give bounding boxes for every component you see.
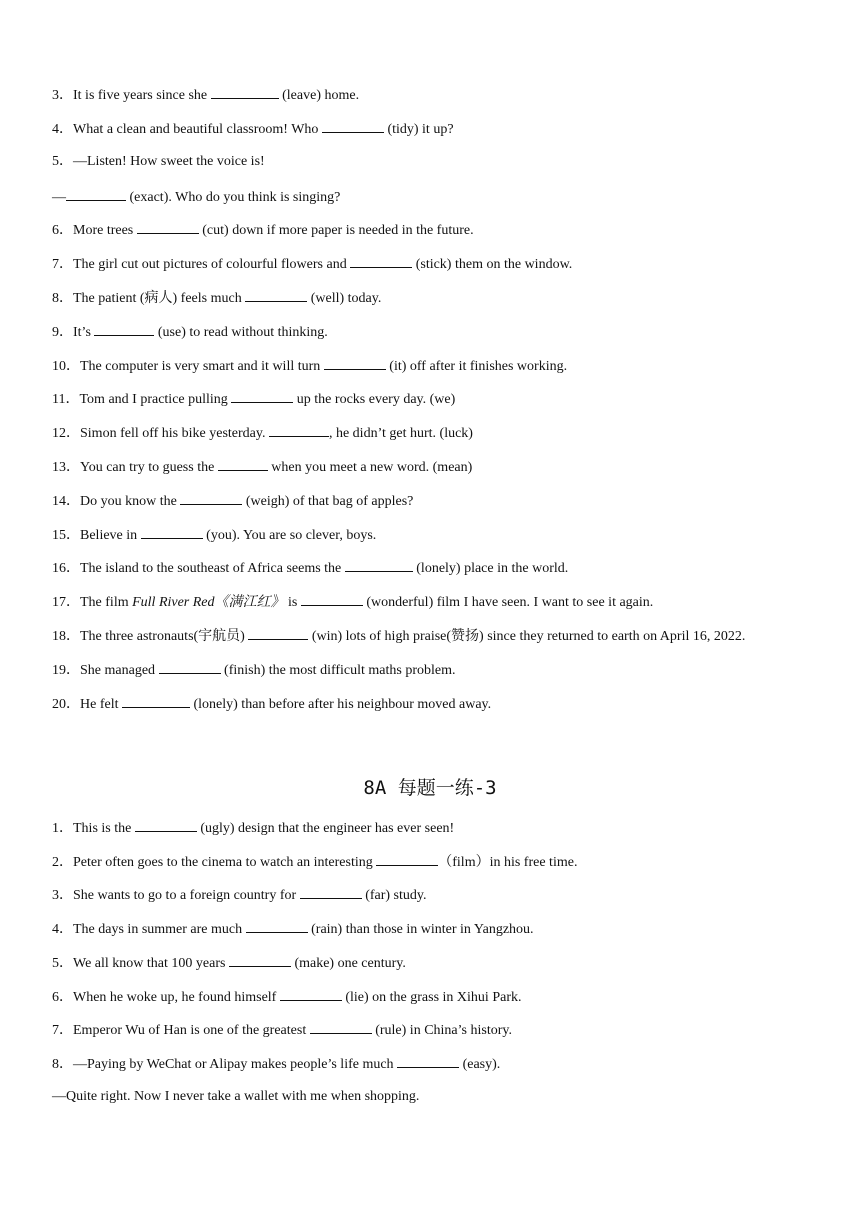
- question-text: You can try to guess the: [80, 460, 218, 475]
- question-number: 4．: [52, 122, 73, 137]
- answer-blank[interactable]: [159, 660, 221, 674]
- question-text: Emperor Wu of Han is one of the greatest: [73, 1023, 310, 1038]
- question-text: (finish) the most difficult maths problem.: [220, 663, 456, 678]
- answer-blank[interactable]: [322, 119, 384, 133]
- question-text: Simon fell off his bike yesterday.: [80, 426, 269, 441]
- question-text: (leave) home.: [278, 88, 360, 103]
- question-text: (stick) them on the window.: [412, 257, 573, 272]
- question-number: 1．: [52, 821, 73, 836]
- question-text: Peter often goes to the cinema to watch an interesting: [73, 855, 377, 870]
- answer-blank[interactable]: [269, 423, 329, 437]
- question-8: [52, 288, 381, 308]
- question-text: The island to the southeast of Africa seems the: [80, 561, 345, 576]
- answer-blank[interactable]: [135, 818, 197, 832]
- answer-blank[interactable]: [66, 187, 126, 201]
- question-text: when you meet a new word. (mean): [267, 460, 473, 475]
- question-number: 17．: [52, 595, 80, 610]
- question-text: (far) study.: [361, 888, 427, 903]
- question-number: 7．: [52, 257, 73, 272]
- question-text: It is five years since she: [73, 88, 211, 103]
- question-18: [52, 626, 745, 646]
- question-1: [52, 818, 454, 838]
- question-number: 18．: [52, 629, 80, 644]
- question-text: She wants to go to a foreign country for: [73, 888, 300, 903]
- question-text: The three astronauts(宇航员): [80, 629, 249, 644]
- question-11: [52, 389, 455, 409]
- section-title: 8A 每题一练-3: [363, 777, 497, 799]
- question-number: 9．: [52, 325, 73, 340]
- question-number: 6．: [52, 990, 73, 1005]
- question-text: This is the: [73, 821, 135, 836]
- question-4: [52, 119, 454, 139]
- question-number: 16．: [52, 561, 80, 576]
- answer-blank[interactable]: [141, 525, 203, 539]
- answer-blank[interactable]: [324, 356, 386, 370]
- question-7: [52, 1020, 512, 1040]
- question-5: [52, 153, 265, 171]
- question-text: up the rocks every day. (we): [293, 392, 456, 407]
- question-text: More trees: [73, 223, 137, 238]
- question-text: It’s: [73, 325, 95, 340]
- question-20: [52, 694, 491, 714]
- answer-blank[interactable]: [301, 592, 363, 606]
- question-9: [52, 322, 328, 342]
- question-text: He felt: [80, 697, 122, 712]
- question-number: 8．: [52, 291, 73, 306]
- question-17: [52, 592, 653, 612]
- question-text: Do you know the: [80, 494, 181, 509]
- question-text: (well) today.: [307, 291, 382, 306]
- question-text: The computer is very smart and it will turn: [80, 359, 324, 374]
- question-text: —Listen! How sweet the voice is!: [73, 154, 265, 169]
- question-text: The film: [80, 595, 133, 610]
- question-text: (tidy) it up?: [383, 122, 454, 137]
- answer-blank[interactable]: [345, 558, 413, 572]
- question-12: [52, 423, 473, 443]
- question-number: 20．: [52, 697, 80, 712]
- answer-blank[interactable]: [248, 626, 308, 640]
- question-6: [52, 220, 474, 240]
- question-number: 4．: [52, 922, 73, 937]
- question-text: (use) to read without thinking.: [154, 325, 328, 340]
- question-7: [52, 254, 572, 274]
- answer-blank[interactable]: [376, 852, 438, 866]
- question-number: 19．: [52, 663, 80, 678]
- question-text: (rule) in China’s history.: [371, 1023, 512, 1038]
- question-3: [52, 85, 359, 105]
- question-number: 15．: [52, 528, 80, 543]
- question-text: (easy).: [459, 1057, 501, 1072]
- question-3: [52, 885, 426, 905]
- question-6: [52, 987, 521, 1007]
- question-8: [52, 1054, 500, 1074]
- question-text: When he woke up, he found himself: [73, 990, 280, 1005]
- question-text: is: [284, 595, 301, 610]
- question-15: [52, 525, 376, 545]
- question-text: The girl cut out pictures of colourful flowers and: [73, 257, 351, 272]
- question-5-reply: [52, 187, 340, 207]
- question-16: [52, 558, 568, 578]
- question-text: (you). You are so clever, boys.: [202, 528, 377, 543]
- question-number: 14．: [52, 494, 80, 509]
- question-text: —Paying by WeChat or Alipay makes people’s life much: [73, 1057, 398, 1072]
- answer-blank[interactable]: [280, 987, 342, 1001]
- question-number: 13．: [52, 460, 80, 475]
- answer-blank[interactable]: [300, 885, 362, 899]
- answer-blank[interactable]: [180, 491, 242, 505]
- question-number: 5．: [52, 956, 73, 971]
- answer-blank[interactable]: [397, 1054, 459, 1068]
- answer-blank[interactable]: [350, 254, 412, 268]
- question-text: (exact). Who do you think is singing?: [126, 190, 341, 205]
- question-number: 10．: [52, 359, 80, 374]
- question-14: [52, 491, 413, 511]
- question-text: She managed: [80, 663, 159, 678]
- answer-blank[interactable]: [122, 694, 190, 708]
- question-13: [52, 457, 472, 477]
- question-number: 6．: [52, 223, 73, 238]
- question-text: We all know that 100 years: [73, 956, 229, 971]
- question-text: (win) lots of high praise(赞扬) since they returned to earth on April 16, 2022.: [308, 629, 746, 644]
- answer-blank[interactable]: [310, 1020, 372, 1034]
- question-number: 2．: [52, 855, 73, 870]
- question-number: 11．: [52, 392, 80, 407]
- question-2: [52, 852, 577, 872]
- answer-blank[interactable]: [94, 322, 154, 336]
- question-number: 8．: [52, 1057, 73, 1072]
- question-text: , he didn’t get hurt. (luck): [328, 426, 473, 441]
- answer-blank[interactable]: [245, 288, 307, 302]
- question-4: [52, 919, 534, 939]
- question-text: —: [52, 190, 66, 205]
- question-text: （film）in his free time.: [438, 855, 578, 870]
- question-text: (weigh) of that bag of apples?: [242, 494, 414, 509]
- question-text: The days in summer are much: [73, 922, 246, 937]
- question-text: What a clean and beautiful classroom! Who: [73, 122, 322, 137]
- question-text: (rain) than those in winter in Yangzhou.: [307, 922, 534, 937]
- question-number: 12．: [52, 426, 80, 441]
- question-text: (lonely) than before after his neighbour moved away.: [189, 697, 492, 712]
- question-text: (ugly) design that the engineer has ever seen!: [196, 821, 455, 836]
- answer-blank[interactable]: [231, 389, 293, 403]
- question-text: (cut) down if more paper is needed in the future.: [198, 223, 474, 238]
- answer-blank[interactable]: [211, 85, 279, 99]
- question-text: (lonely) place in the world.: [412, 561, 569, 576]
- answer-blank[interactable]: [246, 919, 308, 933]
- question-number: 3．: [52, 888, 73, 903]
- question-5: [52, 953, 406, 973]
- question-number: 7．: [52, 1023, 73, 1038]
- question-text: The patient (病人) feels much: [73, 291, 246, 306]
- question-text: (wonderful) film I have seen. I want to see it again.: [362, 595, 654, 610]
- question-number: 3．: [52, 88, 73, 103]
- question-text: (it) off after it finishes working.: [385, 359, 568, 374]
- question-10: [52, 356, 567, 376]
- question-text: (lie) on the grass in Xihui Park.: [341, 990, 522, 1005]
- question-text: —Quite right. Now I never take a wallet with me when shopping.: [52, 1089, 420, 1104]
- answer-blank[interactable]: [229, 953, 291, 967]
- question-text: (make) one century.: [290, 956, 406, 971]
- question-19: [52, 660, 456, 680]
- film-title: Full River Red《满江红》: [132, 595, 285, 610]
- question-8-reply: [52, 1088, 419, 1106]
- question-text: Tom and I practice pulling: [79, 392, 232, 407]
- question-text: Believe in: [80, 528, 141, 543]
- answer-blank[interactable]: [218, 457, 268, 471]
- answer-blank[interactable]: [137, 220, 199, 234]
- question-number: 5．: [52, 154, 73, 169]
